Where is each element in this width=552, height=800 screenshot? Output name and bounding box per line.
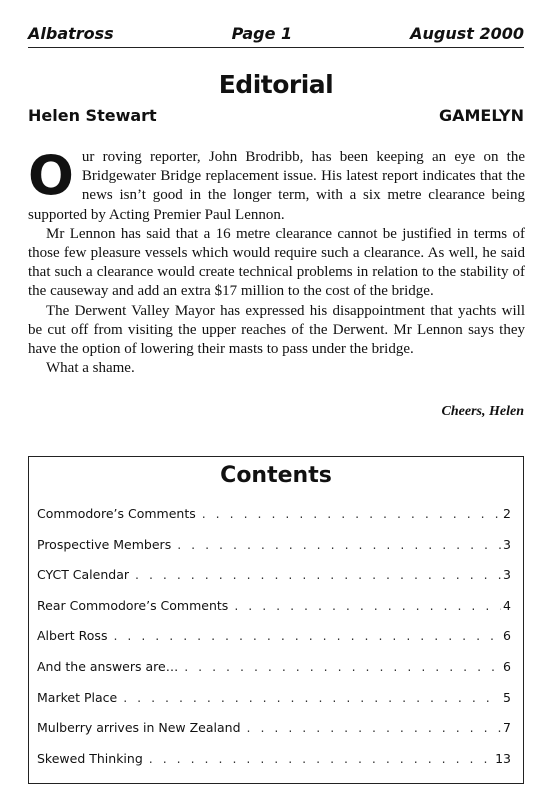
contents-item-label: Albert Ross bbox=[37, 628, 108, 644]
byline bbox=[28, 106, 524, 125]
editorial-paragraph: Mr Lennon has said that a 16 metre clearance cannot be justified in terms of those few pleasure vessels which would require such a clearance. As well, he said that such a clearance would create technical problems in relation to the stability of the causeway and add an extra $17 million to the cost of the bridge. bbox=[28, 225, 525, 300]
editorial-paragraph: What a shame. bbox=[46, 360, 135, 377]
issue-date: August 2000 bbox=[410, 23, 524, 43]
dot-leader bbox=[234, 598, 501, 613]
dot-leader bbox=[113, 628, 501, 643]
publication-name: Albatross bbox=[28, 23, 114, 43]
editorial-paragraph bbox=[28, 144, 525, 225]
dot-leader bbox=[149, 751, 493, 766]
contents-item-page: 6 bbox=[503, 658, 511, 674]
contents-item bbox=[37, 567, 511, 598]
drop-cap: O bbox=[28, 144, 74, 207]
contents-item-label: Market Place bbox=[37, 689, 118, 705]
dot-leader bbox=[247, 720, 502, 735]
contents-item bbox=[37, 720, 511, 751]
contents-item-page: 13 bbox=[495, 750, 511, 766]
editorial-paragraph: The Derwent Valley Mayor has expressed his disappointment that yachts will be cut off from visiting the upper reaches of the Derwent. Mr Lennon says they have the option of lowering their masts to pass under the bridge. bbox=[28, 302, 525, 358]
contents-list bbox=[37, 506, 511, 781]
contents-item bbox=[37, 751, 511, 782]
contents-item-page: 3 bbox=[503, 536, 511, 552]
contents-item-label: Commodore’s Comments bbox=[37, 506, 196, 521]
contents-item-label: CYCT Calendar bbox=[37, 567, 130, 583]
page-header bbox=[28, 22, 524, 44]
paragraph-text: ur roving reporter, John Brodribb, has been keeping an eye on the Bridgewater Bridge replacement issue. His latest report indicates that the news isn’t good in the longer term, with a six metre clearance being supported by Acting Premier Paul Lennon. bbox=[28, 149, 525, 223]
editorial-body bbox=[28, 144, 525, 378]
contents-item bbox=[37, 690, 511, 721]
dot-leader bbox=[202, 506, 501, 521]
contents-item-page: 5 bbox=[503, 689, 511, 705]
contents-item-page: 3 bbox=[503, 567, 511, 583]
editorial-title: Editorial bbox=[218, 70, 334, 99]
contents-item-page: 2 bbox=[503, 506, 511, 521]
contents-item-label: And the answers are… bbox=[37, 658, 179, 674]
contents-item bbox=[37, 659, 511, 690]
contents-item-page: 6 bbox=[503, 628, 511, 644]
header-divider bbox=[28, 47, 524, 48]
contents-item-label: Skewed Thinking bbox=[37, 750, 143, 766]
dot-leader bbox=[177, 537, 501, 552]
page-number: Page 1 bbox=[231, 23, 293, 43]
dot-leader bbox=[123, 690, 501, 705]
contents-item-label: Rear Commodore’s Comments bbox=[37, 597, 229, 613]
contents-item bbox=[37, 537, 511, 568]
contents-item-page: 7 bbox=[503, 720, 511, 736]
boat-name: GAMELYN bbox=[438, 106, 524, 125]
contents-box bbox=[28, 456, 524, 784]
author-name: Helen Stewart bbox=[28, 106, 157, 125]
dot-leader bbox=[184, 659, 501, 674]
contents-item-label: Mulberry arrives in New Zealand bbox=[37, 720, 241, 736]
contents-title: Contents bbox=[220, 463, 332, 488]
contents-item bbox=[37, 628, 511, 659]
contents-item bbox=[37, 598, 511, 629]
contents-item-label: Prospective Members bbox=[37, 536, 172, 552]
dot-leader bbox=[135, 567, 501, 582]
contents-item-page: 4 bbox=[503, 597, 511, 613]
signoff: Cheers, Helen bbox=[441, 404, 524, 419]
contents-item bbox=[37, 506, 511, 537]
